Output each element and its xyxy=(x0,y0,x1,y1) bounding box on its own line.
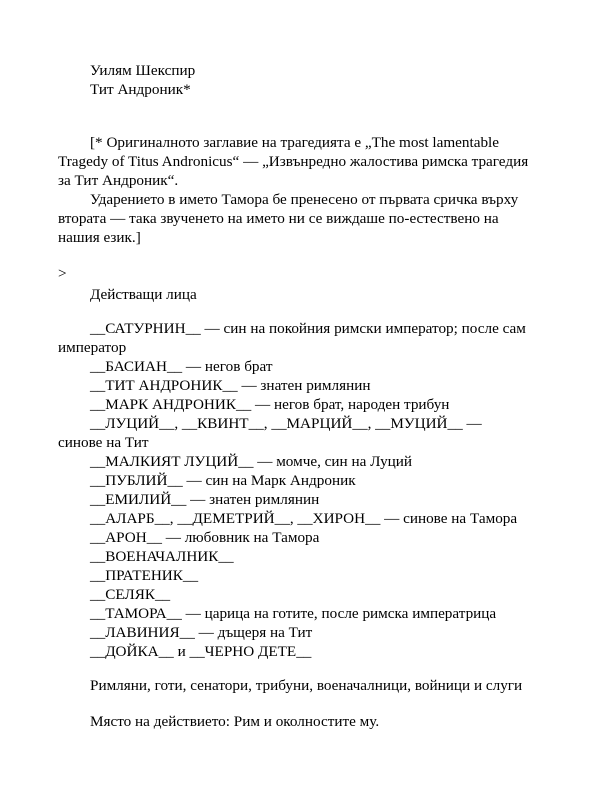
title-line: Тит Андроник* xyxy=(90,81,191,98)
cast-entry: __ПУБЛИЙ__ — син на Марк Андроник xyxy=(90,472,356,489)
marker: > xyxy=(58,265,67,282)
cast-entry: __АРОН__ — любовник на Тамора xyxy=(90,529,320,546)
cast-entry: __ПРАТЕНИК__ xyxy=(90,567,199,584)
note-line: Ударението в името Тамора бе пренесено от първата сричка върху xyxy=(90,191,519,208)
cast-entry: __САТУРНИН__ — син на покойния римски император; после сам xyxy=(90,320,526,337)
cast-entry-continued: император xyxy=(58,339,127,356)
author-line: Уилям Шекспир xyxy=(90,62,196,79)
cast-entry: __БАСИАН__ — негов брат xyxy=(90,358,273,375)
note-line: нашия език.] xyxy=(58,229,141,246)
extras-line: Римляни, готи, сенатори, трибуни, военачалници, войници и слуги xyxy=(90,677,523,694)
cast-entry: __ЕМИЛИЙ__ — знатен римлянин xyxy=(90,491,320,508)
note-line: Tragedy of Titus Andronicus“ — „Извънредно жалостива римска трагедия xyxy=(58,153,529,170)
cast-entry: __СЕЛЯК__ xyxy=(90,586,171,603)
cast-entry: __ТИТ АНДРОНИК__ — знатен римлянин xyxy=(90,377,371,394)
cast-entry: __ЛАВИНИЯ__ — дъщеря на Тит xyxy=(90,624,313,641)
cast-entry: __АЛАРБ__, __ДЕМЕТРИЙ__, __ХИРОН__ — синове на Тамора xyxy=(90,510,518,527)
note-line: втората — така звученето на името ни се виждаше по-естествено на xyxy=(58,210,499,227)
cast-entry: __ДОЙКА__ и __ЧЕРНО ДЕТЕ__ xyxy=(90,643,312,660)
cast-entry: __ЛУЦИЙ__, __КВИНТ__, __МАРЦИЙ__, __МУЦИЙ__ — xyxy=(90,415,482,432)
cast-entry: __МАРК АНДРОНИК__ — негов брат, народен трибун xyxy=(90,396,450,413)
note-line: за Тит Андроник“. xyxy=(58,172,179,189)
cast-heading: Действащи лица xyxy=(90,286,197,303)
note-line: [* Оригиналното заглавие на трагедията е „The most lamentable xyxy=(90,134,500,151)
cast-entry: __ВОЕНАЧАЛНИК__ xyxy=(90,548,234,565)
cast-entry: __ТАМОРА__ — царица на готите, после римска императрица xyxy=(90,605,497,622)
cast-entry-continued: синове на Тит xyxy=(58,434,149,451)
cast-entry: __МАЛКИЯТ ЛУЦИЙ__ — момче, син на Луций xyxy=(90,453,413,470)
setting-line: Място на действието: Рим и околностите му. xyxy=(90,713,380,730)
